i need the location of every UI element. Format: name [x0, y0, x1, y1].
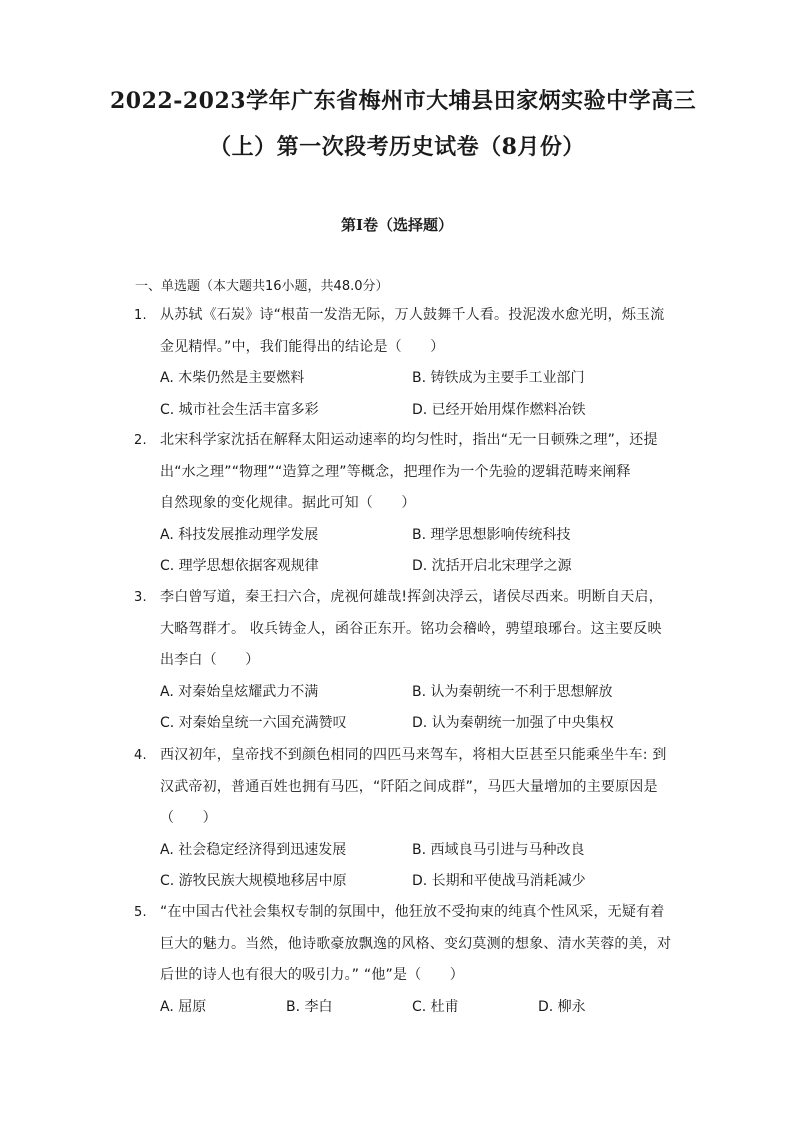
stem-line: 出“水之理”“物理”“造算之理”等概念，把理作为一个先验的逻辑范畴来阐释	[160, 463, 631, 480]
stem-line: （ ）	[160, 810, 217, 826]
question-number: 5.	[134, 905, 147, 920]
option-c[interactable]: C. 城市社会生活丰富多彩	[160, 401, 319, 418]
question-stem	[134, 425, 668, 520]
stem-line: 从苏轼《石炭》诗“根苗一发浩无际，万人鼓舞千人看。投泥泼水愈光明，烁玉流	[160, 307, 665, 323]
stem-line: 汉武帝初，普通百姓也拥有马匹，“阡陌之间成群”，马匹大量增加的主要原因是	[160, 778, 658, 795]
title-line-1: 2022-2023学年广东省梅州市大埔县田家炳实验中学高三	[110, 88, 697, 114]
stem-line: 李白曾写道，秦王扫六合，虎视何雄哉!挥剑决浮云，诸侯尽西来。明断自天启，	[160, 589, 663, 605]
question-stem	[134, 897, 672, 992]
question-2	[134, 425, 668, 583]
title-line-2: （上）第一次段考历史试卷（8月份）	[209, 134, 585, 160]
option-b[interactable]: B. 理学思想影响传统科技	[412, 526, 571, 543]
question-4	[134, 740, 668, 898]
options	[160, 520, 668, 583]
option-a[interactable]: A. 科技发展推动理学发展	[160, 526, 319, 543]
options	[160, 363, 668, 426]
stem-line: 后世的诗人也有很大的吸引力。” “他”是（ ）	[160, 967, 465, 983]
option-d[interactable]: D. 认为秦朝统一加强了中央集权	[412, 715, 614, 731]
option-c[interactable]: C. 杜甫	[412, 998, 459, 1015]
option-b[interactable]: B. 西域良马引进与马种改良	[412, 841, 585, 858]
question-stem	[134, 740, 668, 835]
option-b[interactable]: B. 铸铁成为主要手工业部门	[412, 370, 585, 386]
stem-line: 出李白（ ）	[160, 652, 260, 668]
options	[160, 677, 668, 740]
stem-line: 大略驾群才。 收兵铸金人，函谷正东开。铭功会稽岭，骋望琅琊台。这主要反映	[160, 620, 662, 637]
option-b[interactable]: B. 李白	[286, 998, 333, 1015]
question-stem	[134, 300, 668, 363]
option-d[interactable]: D. 沈括开启北宋理学之源	[412, 558, 572, 574]
option-a[interactable]: A. 对秦始皇炫耀武力不满	[160, 683, 319, 700]
options	[160, 992, 668, 1024]
question-3	[134, 582, 668, 740]
question-number: 3.	[134, 590, 147, 605]
stem-line: 巨大的魅力。当然，他诗歌豪放飘逸的风格、变幻莫测的想象、清水芙蓉的美，对	[160, 935, 672, 952]
exam-title	[110, 78, 697, 170]
stem-line: “在中国古代社会集权专制的氛围中，他狂放不受拘束的纯真个性风采，无疑有着	[160, 904, 665, 920]
question-number: 1.	[134, 308, 147, 323]
option-a[interactable]: A. 社会稳定经济得到迅速发展	[160, 841, 347, 858]
stem-line: 西汉初年，皇帝找不到颜色相同的四匹马来驾车，将相大臣甚至只能乘坐牛车: 到	[160, 747, 667, 763]
question-stem	[134, 582, 668, 677]
question-1	[134, 300, 668, 426]
option-d[interactable]: D. 长期和平使战马消耗减少	[412, 873, 586, 889]
option-a[interactable]: A. 屈原	[160, 998, 207, 1015]
stem-line: 北宋科学家沈括在解释太阳运动速率的均匀性时，指出“无一日顿殊之理”，还提	[160, 432, 658, 448]
question-number: 2.	[134, 433, 147, 448]
option-c[interactable]: C. 对秦始皇统一六国充满赞叹	[160, 715, 347, 731]
options	[160, 835, 668, 898]
stem-line: 自然现象的变化规律。据此可知（ ）	[160, 495, 416, 511]
section-title: 第I卷（选择题）	[340, 216, 454, 234]
stem-line: 金见精悍。”中，我们能得出的结论是（ ）	[160, 338, 445, 355]
option-c[interactable]: C. 游牧民族大规模地移居中原	[160, 873, 347, 889]
option-c[interactable]: C. 理学思想依据客观规律	[160, 558, 319, 574]
option-a[interactable]: A. 木柴仍然是主要燃料	[160, 370, 305, 386]
option-d[interactable]: D. 已经开始用煤作燃料冶铁	[412, 401, 586, 418]
question-number: 4.	[134, 748, 147, 763]
option-d[interactable]: D. 柳永	[538, 998, 586, 1015]
option-b[interactable]: B. 认为秦朝统一不利于思想解放	[412, 683, 613, 700]
part-header: 一、单选题（本大题共16小题，共48.0分）	[135, 279, 389, 294]
question-5	[134, 897, 672, 1023]
